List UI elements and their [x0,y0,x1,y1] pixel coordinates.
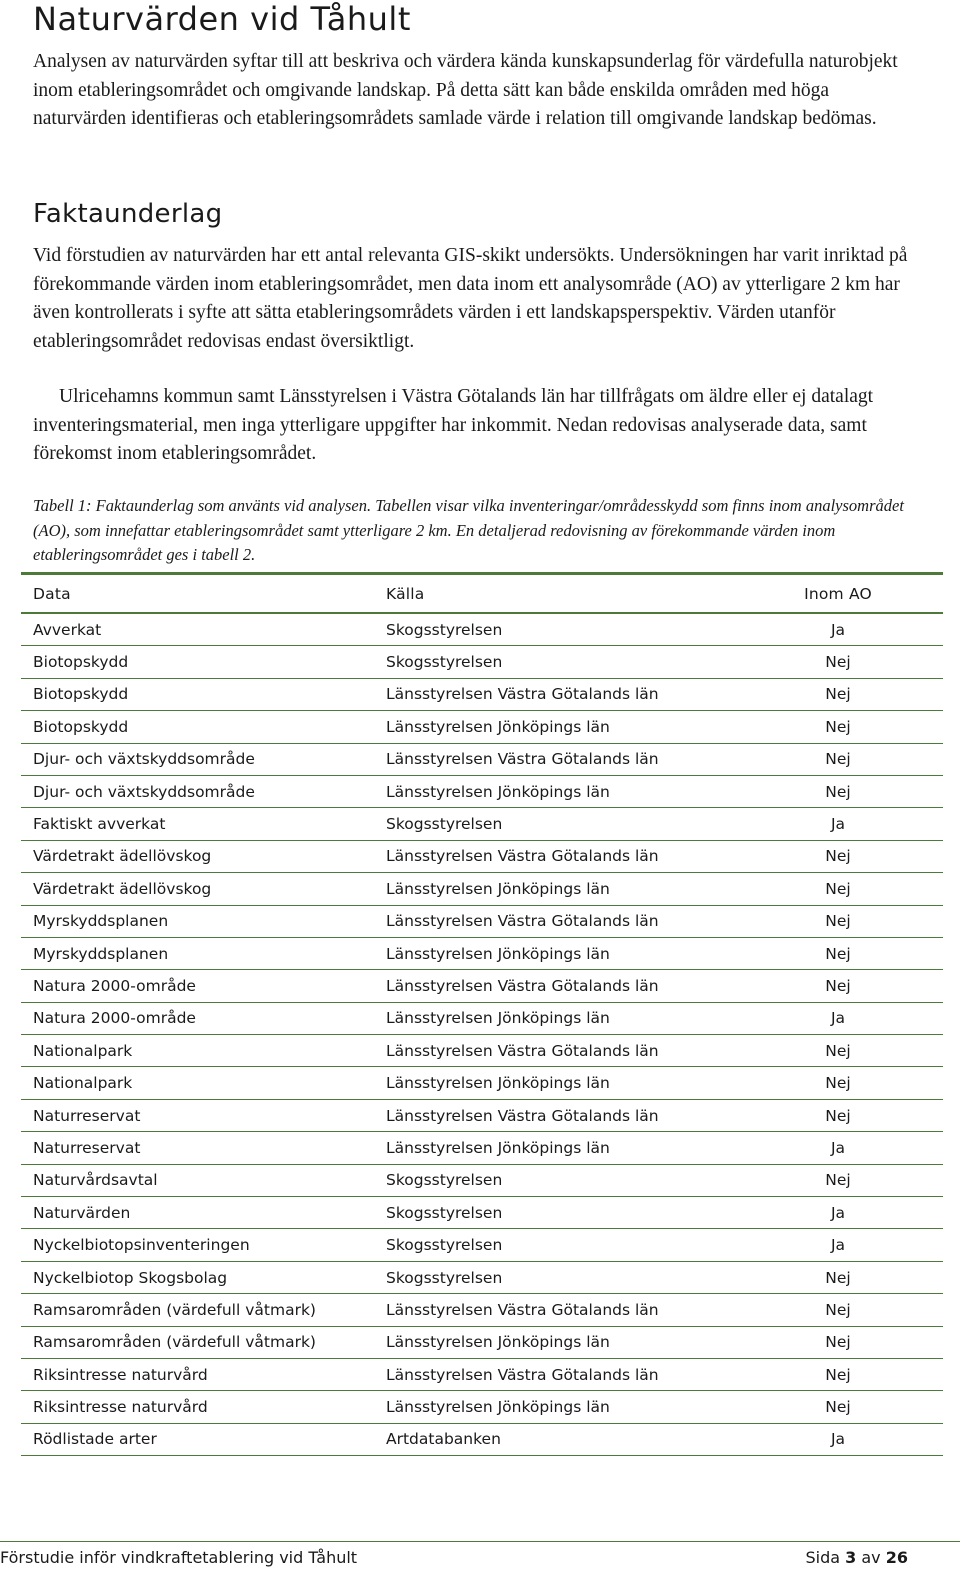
cell-source: Länsstyrelsen Västra Götalands län [386,685,659,704]
table-row [21,873,943,905]
cell-inom-ao: Nej [825,685,851,704]
cell-data: Nyckelbiotopsinventeringen [33,1236,250,1255]
table-row [21,1165,943,1197]
cell-inom-ao: Nej [825,717,851,736]
table-row [21,1100,943,1132]
table-row [21,679,943,711]
table-row [21,614,943,646]
cell-inom-ao: Ja [830,1236,846,1255]
cell-inom-ao: Nej [825,782,851,801]
table-row [21,1035,943,1067]
cell-source: Länsstyrelsen Jönköpings län [386,944,610,963]
cell-data: Värdetrakt ädellövskog [33,847,212,866]
cell-inom-ao: Nej [825,750,851,769]
cell-inom-ao: Nej [825,1074,851,1093]
table-row [21,1067,943,1099]
cell-data: Naturvärden [33,1203,131,1222]
cell-source: Länsstyrelsen Jönköpings län [386,1138,610,1157]
cell-source: Länsstyrelsen Västra Götalands län [386,1365,659,1384]
cell-source: Länsstyrelsen Västra Götalands län [386,847,659,866]
cell-source: Skogsstyrelsen [386,1268,503,1287]
cell-inom-ao: Nej [825,1171,851,1190]
table-row [21,808,943,840]
table-row [21,711,943,743]
cell-inom-ao: Ja [830,620,846,639]
footer-divider [0,1541,960,1542]
cell-source: Länsstyrelsen Västra Götalands län [386,912,659,931]
cell-source: Skogsstyrelsen [386,620,503,639]
cell-data: Natura 2000-område [33,976,196,995]
column-header-inom-ao: Inom AO [804,584,872,603]
cell-data: Avverkat [33,620,102,639]
cell-inom-ao: Ja [830,1203,846,1222]
cell-data: Djur- och växtskyddsområde [33,750,255,769]
table-row [21,906,943,938]
cell-data: Värdetrakt ädellövskog [33,879,212,898]
page-title: Naturvärden vid Tåhult [33,0,411,38]
cell-data: Riksintresse naturvård [33,1365,208,1384]
cell-data: Nationalpark [33,1041,133,1060]
cell-source: Länsstyrelsen Västra Götalands län [386,1106,659,1125]
cell-data: Naturvårdsavtal [33,1171,158,1190]
cell-inom-ao: Nej [825,912,851,931]
table-row [21,1294,943,1326]
table-row [21,1132,943,1164]
cell-inom-ao: Ja [830,1430,846,1449]
footer-page-number: Sida 3 av 26 [805,1548,908,1567]
cell-inom-ao: Nej [825,944,851,963]
cell-inom-ao: Nej [825,1106,851,1125]
cell-source: Skogsstyrelsen [386,1236,503,1255]
cell-data: Faktiskt avverkat [33,815,166,834]
cell-data: Myrskyddsplanen [33,944,169,963]
cell-data: Djur- och växtskyddsområde [33,782,255,801]
data-table [21,572,943,1456]
table-row [21,1262,943,1294]
table-row [21,744,943,776]
table-row [21,1327,943,1359]
cell-source: Länsstyrelsen Västra Götalands län [386,1300,659,1319]
cell-inom-ao: Nej [825,1398,851,1417]
table-row [21,1424,943,1456]
cell-source: Länsstyrelsen Västra Götalands län [386,976,659,995]
cell-inom-ao: Nej [825,1365,851,1384]
table-header-row [21,575,943,614]
cell-source: Skogsstyrelsen [386,815,503,834]
cell-data: Ramsarområden (värdefull våtmark) [33,1300,316,1319]
cell-inom-ao: Nej [825,976,851,995]
cell-source: Länsstyrelsen Västra Götalands län [386,750,659,769]
cell-inom-ao: Nej [825,1041,851,1060]
cell-data: Biotopskydd [33,685,129,704]
cell-data: Nyckelbiotop Skogsbolag [33,1268,228,1287]
cell-inom-ao: Ja [830,1138,846,1157]
table-row [21,970,943,1002]
table-row [21,841,943,873]
cell-source: Skogsstyrelsen [386,1171,503,1190]
cell-data: Nationalpark [33,1074,133,1093]
cell-source: Länsstyrelsen Jönköpings län [386,879,610,898]
column-header-source: Källa [386,584,425,603]
cell-data: Myrskyddsplanen [33,912,169,931]
cell-source: Skogsstyrelsen [386,1203,503,1222]
cell-source: Länsstyrelsen Västra Götalands län [386,1041,659,1060]
cell-source: Länsstyrelsen Jönköpings län [386,1074,610,1093]
cell-data: Naturreservat [33,1138,141,1157]
cell-inom-ao: Nej [825,653,851,672]
intro-paragraph: Analysen av naturvärden syftar till att beskriva och värdera kända kunskapsunderlag för värdefulla naturobjekt inom etableringsområdet och omgivande landskap. På detta sätt kan både enskilda områden med höga naturvärden identifieras och etableringsområdets samlade värde i relation till omgivande landskap bedömas. [33,51,898,129]
cell-source: Skogsstyrelsen [386,653,503,672]
cell-inom-ao: Nej [825,1268,851,1287]
table-row [21,1391,943,1423]
section-heading: Faktaunderlag [33,199,223,229]
table-row [21,1003,943,1035]
cell-data: Rödlistade arter [33,1430,157,1449]
table-row [21,938,943,970]
table-body [21,614,943,1456]
page-footer [0,1541,960,1587]
cell-data: Natura 2000-område [33,1009,196,1028]
cell-inom-ao: Nej [825,847,851,866]
cell-data: Biotopskydd [33,717,129,736]
footer-document-title: Förstudie inför vindkraftetablering vid Tåhult [0,1548,358,1567]
cell-source: Artdatabanken [386,1430,501,1449]
table-row [21,1229,943,1261]
cell-inom-ao: Nej [825,1300,851,1319]
cell-source: Länsstyrelsen Jönköpings län [386,1398,610,1417]
cell-data: Ramsarområden (värdefull våtmark) [33,1333,316,1352]
cell-inom-ao: Nej [825,879,851,898]
column-header-data: Data [33,584,71,603]
table-row [21,646,943,678]
table-row [21,776,943,808]
cell-inom-ao: Ja [830,815,846,834]
cell-source: Länsstyrelsen Jönköpings län [386,1333,610,1352]
body-paragraph-2: Ulricehamns kommun samt Länsstyrelsen i Västra Götalands län har tillfrågats om äldre eller ej datalagt inventeringsmaterial, men inga ytterligare uppgifter har inkommit. Nedan redovisas analyserade data, samt förekomst inom etableringsområdet. [33,386,874,464]
cell-source: Länsstyrelsen Jönköpings län [386,782,610,801]
cell-data: Riksintresse naturvård [33,1398,208,1417]
table-caption: Tabell 1: Faktaunderlag som använts vid analysen. Tabellen visar vilka inventeringar/områdesskydd som finns inom analysområdet (AO), som innefattar etableringsområdet samt ytterligare 2 km. En detaljerad redovisning av förekommande värden inom etableringsområdet ges i tabell 2. [33,496,904,564]
cell-inom-ao: Ja [830,1009,846,1028]
body-paragraph-1: Vid förstudien av naturvärden har ett antal relevanta GIS-skikt undersökts. Undersökningen har varit inriktad på förekommande värden inom etableringsområdet, men data inom ett analysområde (AO) av ytterligare 2 km har även kontrollerats i syfte att sätta etableringsområdets värden i ett landskapsperspektiv. Värden utanför etableringsområdet redovisas endast översiktligt. [33,245,908,352]
table-row [21,1197,943,1229]
table-row [21,1359,943,1391]
cell-inom-ao: Nej [825,1333,851,1352]
cell-data: Biotopskydd [33,653,129,672]
cell-data: Naturreservat [33,1106,141,1125]
cell-source: Länsstyrelsen Jönköpings län [386,1009,610,1028]
cell-source: Länsstyrelsen Jönköpings län [386,717,610,736]
